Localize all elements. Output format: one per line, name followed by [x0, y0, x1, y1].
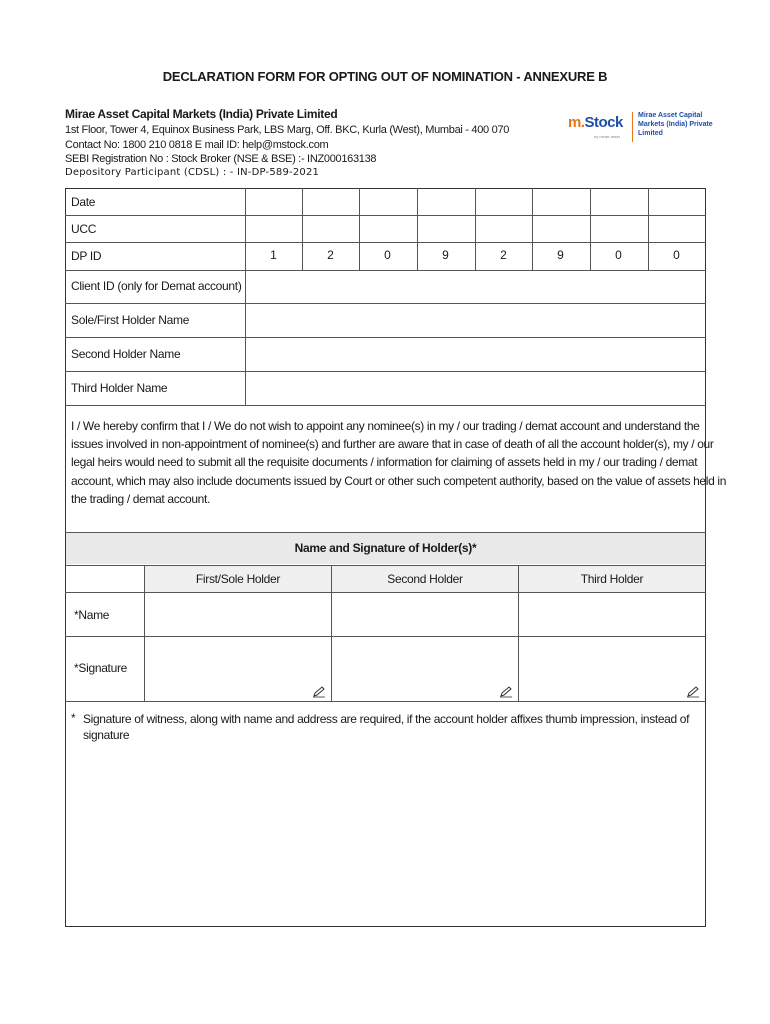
logo-brand-stock: Stock: [584, 114, 623, 131]
name-row-label: *Name: [74, 608, 110, 622]
pen-icon[interactable]: [499, 686, 513, 698]
dp-id-digit: 0: [384, 248, 391, 262]
logo-tagline: by mirae asset: [594, 134, 621, 139]
declaration-text: I / We hereby confirm that I / We do not wish to appoint any nominee(s) in my / our trading / demat account and understand the issues involved in non-appointment of nominee(s) and further are aware that in case of death of all the account holder(s), my / our legal heirs would need to submit all the requisite documents / information for claiming of assets held in my / our trading / demat account, which may also include documents issued by Court or other such competent authority, based on the value of assets held in the trading / demat account.: [71, 419, 727, 506]
dp-id-digit: 9: [557, 248, 564, 262]
col-first-holder: First/Sole Holder: [195, 572, 281, 586]
form-title: DECLARATION FORM FOR OPTING OUT OF NOMINATION - ANNEXURE B: [162, 69, 608, 84]
dp-id-digit: 1: [270, 248, 277, 262]
date-label: Date: [71, 195, 96, 209]
pen-icon[interactable]: [312, 686, 326, 698]
second-holder-signature-field[interactable]: [332, 637, 518, 701]
first-holder-label: Sole/First Holder Name: [71, 313, 190, 327]
date-input[interactable]: [246, 189, 705, 215]
signature-heading: Name and Signature of Holder(s)*: [294, 541, 477, 555]
second-holder-input[interactable]: [246, 338, 705, 371]
row-divider: [65, 242, 706, 243]
dp-id-digit: 2: [500, 248, 507, 262]
company-address: 1st Floor, Tower 4, Equinox Business Park, LBS Marg, Off. BKC, Kurla (West), Mumbai - 400 070: [65, 124, 510, 136]
second-holder-name-input[interactable]: [332, 593, 518, 636]
pen-icon[interactable]: [686, 686, 700, 698]
company-dp: Depository Participant (CDSL) : - IN-DP-589-2021: [65, 167, 320, 178]
logo-divider: [632, 112, 633, 142]
logo-brand-m: m.: [568, 114, 585, 131]
witness-note: Signature of witness, along with name and address are required, if the account holder affixes thumb impression, instead of signature: [83, 712, 690, 742]
first-holder-input[interactable]: [246, 304, 705, 337]
mstock-logo: [568, 112, 718, 146]
company-contact: Contact No: 1800 210 0818 E mail ID: help@mstock.com: [65, 139, 329, 151]
dp-id-digit: 9: [442, 248, 449, 262]
row-divider: [65, 701, 706, 702]
note-asterisk: *: [71, 711, 76, 725]
client-id-input[interactable]: [246, 271, 705, 303]
row-divider: [65, 405, 706, 406]
dp-id-label: DP ID: [71, 249, 102, 263]
company-name: Mirae Asset Capital Markets (India) Private Limited: [65, 107, 338, 121]
first-holder-name-input[interactable]: [145, 593, 331, 636]
company-sebi: SEBI Registration No : Stock Broker (NSE & BSE) :- INZ000163138: [65, 153, 377, 165]
second-holder-label: Second Holder Name: [71, 347, 181, 361]
logo-text: Mirae Asset Capital Markets (India) Private Limited: [638, 112, 713, 137]
third-holder-label: Third Holder Name: [71, 381, 168, 395]
dp-id-digit: 2: [327, 248, 334, 262]
col-second-holder: Second Holder: [387, 572, 463, 586]
logo-wordmark: [568, 114, 623, 131]
third-holder-name-input[interactable]: [519, 593, 705, 636]
third-holder-input[interactable]: [246, 372, 705, 405]
client-id-label: Client ID (only for Demat account): [71, 279, 242, 293]
first-holder-signature-field[interactable]: [145, 637, 331, 701]
dp-id-digit: 0: [615, 248, 622, 262]
dp-id-digit: 0: [673, 248, 680, 262]
ucc-input[interactable]: [246, 216, 705, 242]
signature-row-label: *Signature: [74, 661, 128, 675]
ucc-label: UCC: [71, 222, 97, 236]
col-third-holder: Third Holder: [580, 572, 644, 586]
third-holder-signature-field[interactable]: [519, 637, 705, 701]
